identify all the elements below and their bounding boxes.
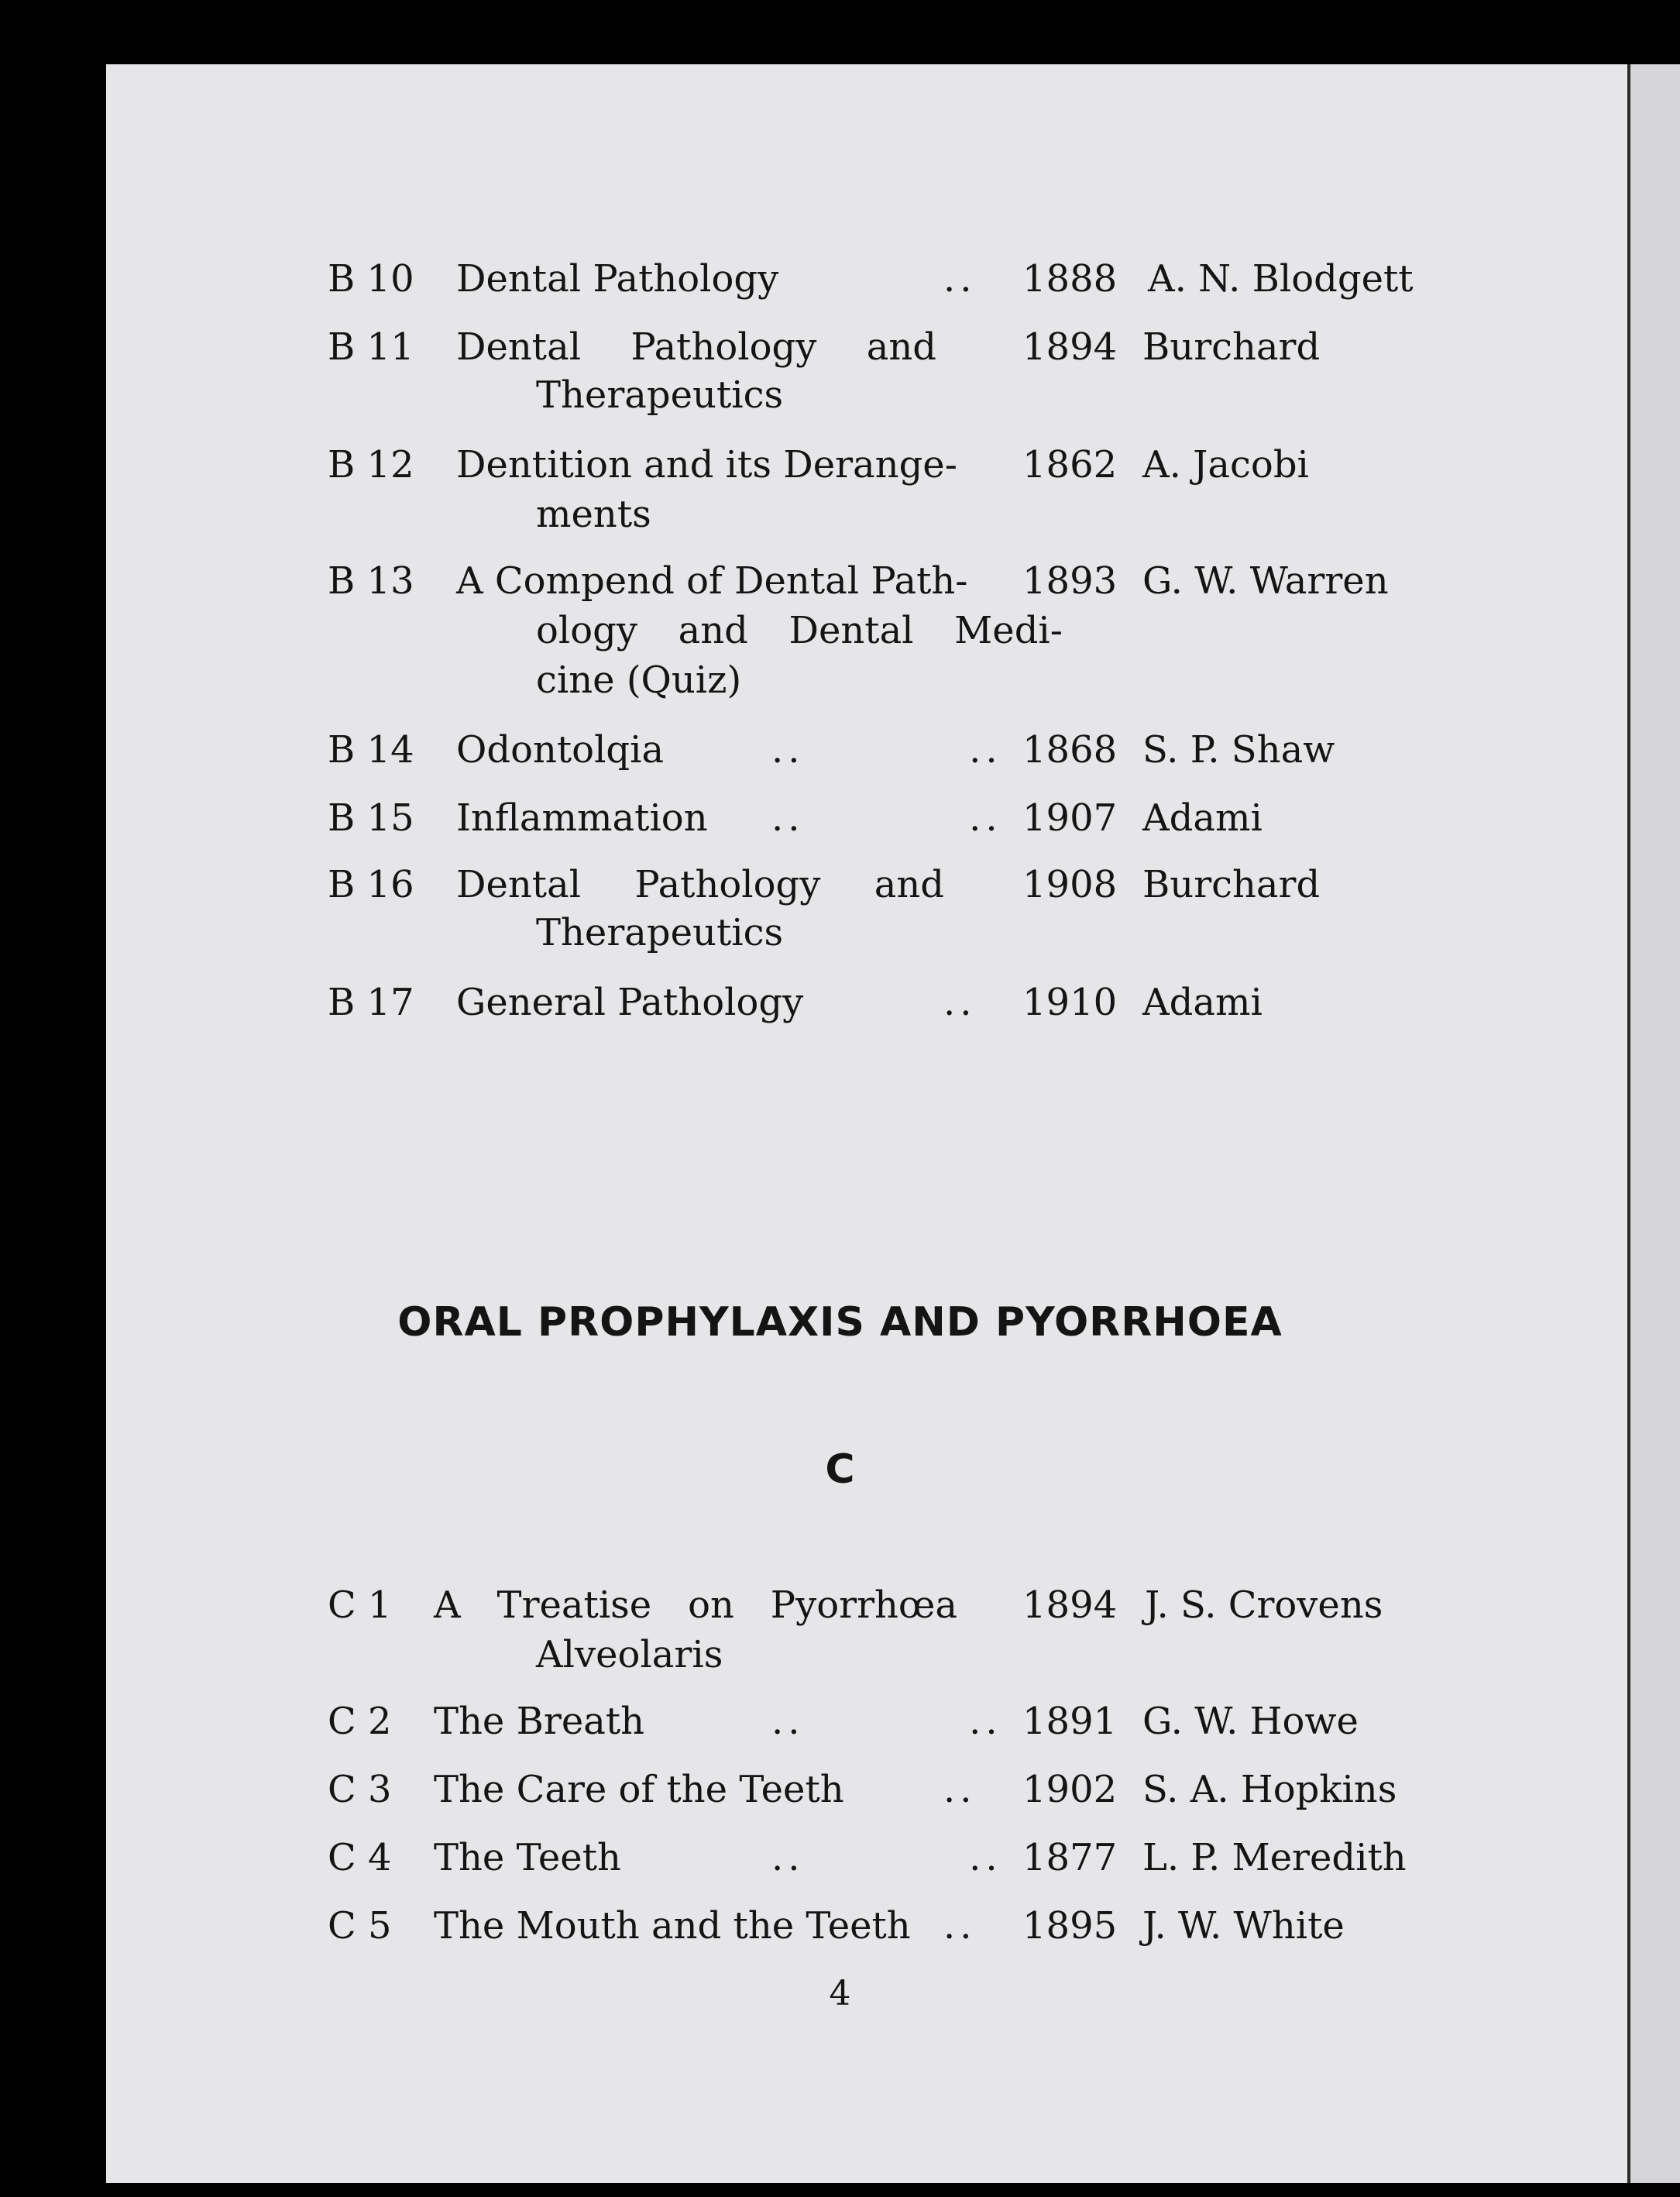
entry-author: Burchard	[1142, 325, 1321, 369]
entry-code: B 13	[328, 559, 414, 603]
entry-year: 1891	[1022, 1700, 1118, 1743]
entry-title-continued: Therapeutics	[536, 911, 784, 954]
entry-code: B 17	[328, 981, 414, 1024]
entry-author: S. A. Hopkins	[1142, 1768, 1397, 1811]
entry-title: The Breath	[434, 1700, 645, 1743]
facing-page-edge	[1630, 64, 1680, 2183]
entry-author: J. S. Crovens	[1145, 1583, 1383, 1627]
leader-dots: ..	[943, 1768, 977, 1811]
page-number: 4	[829, 1974, 851, 2013]
entry-code: C 2	[328, 1700, 392, 1743]
entry-title: General Pathology	[456, 981, 804, 1024]
entry-year: 1894	[1022, 1583, 1118, 1627]
entry-code: B 12	[328, 443, 414, 487]
entry-year: 1888	[1022, 257, 1118, 301]
entry-title-continued: ments	[536, 493, 651, 536]
entry-title: The Care of the Teeth	[434, 1768, 844, 1811]
leader-dots: ..	[943, 981, 977, 1024]
entry-title: Dental Pathology	[456, 257, 779, 301]
entry-code: C 3	[328, 1768, 392, 1811]
entry-title-continued: ology and Dental Medi-	[536, 609, 1063, 652]
entry-year: 1894	[1022, 325, 1118, 369]
entry-year: 1907	[1022, 796, 1118, 840]
leader-dots: .. ..	[771, 728, 1002, 772]
entry-title: The Teeth	[434, 1836, 621, 1879]
entry-author: G. W. Howe	[1142, 1700, 1359, 1743]
entry-code: B 14	[328, 728, 414, 772]
leader-dots: .. ..	[771, 1836, 1002, 1879]
entry-code: C 4	[328, 1836, 392, 1879]
entry-year: 1908	[1022, 863, 1118, 906]
entry-title: Dental Pathology and	[456, 325, 936, 369]
entry-author: G. W. Warren	[1142, 559, 1389, 603]
entry-code: B 15	[328, 796, 414, 840]
entry-author: Adami	[1142, 981, 1263, 1024]
entry-year: 1877	[1022, 1836, 1118, 1879]
leader-dots: .. ..	[771, 1700, 1002, 1743]
entry-author: S. P. Shaw	[1142, 728, 1335, 772]
leader-dots: .. ..	[771, 796, 1002, 840]
entry-code: C 1	[328, 1583, 392, 1627]
entry-code: B 10	[328, 257, 414, 301]
entry-title: Dental Pathology and	[456, 863, 944, 906]
entry-year: 1868	[1022, 728, 1118, 772]
entry-author: L. P. Meredith	[1142, 1836, 1407, 1879]
entry-year: 1895	[1022, 1904, 1118, 1948]
entry-code: C 5	[328, 1904, 392, 1948]
section-heading: ORAL PROPHYLAXIS AND PYORRHOEA	[397, 1299, 1283, 1346]
entry-year: 1893	[1022, 559, 1118, 603]
entry-year: 1862	[1022, 443, 1118, 487]
leader-dots: ..	[943, 1904, 977, 1948]
entry-author: Adami	[1142, 796, 1263, 840]
entry-title: Dentition and its Derange-	[456, 443, 957, 487]
entry-title: A Treatise on Pyorrhœa	[434, 1583, 957, 1627]
entry-author: J. W. White	[1142, 1904, 1345, 1948]
entry-author: Burchard	[1142, 863, 1321, 906]
entry-title-continued: Alveolaris	[536, 1633, 723, 1676]
entry-code: B 11	[328, 325, 414, 369]
section-letter: C	[825, 1446, 855, 1493]
entry-title-continued-2: cine (Quiz)	[536, 658, 742, 702]
entry-title: Odontolqia	[456, 728, 665, 772]
leader-dots: ..	[943, 257, 977, 301]
entry-code: B 16	[328, 863, 414, 906]
entry-author: A. N. Blodgett	[1148, 257, 1414, 301]
entry-title: Inflammation	[456, 796, 708, 840]
entry-author: A. Jacobi	[1142, 443, 1309, 487]
entry-title-continued: Therapeutics	[536, 373, 784, 417]
entry-title: The Mouth and the Teeth	[434, 1904, 911, 1948]
entry-year: 1910	[1022, 981, 1118, 1024]
entry-title: A Compend of Dental Path-	[456, 559, 968, 603]
entry-year: 1902	[1022, 1768, 1118, 1811]
